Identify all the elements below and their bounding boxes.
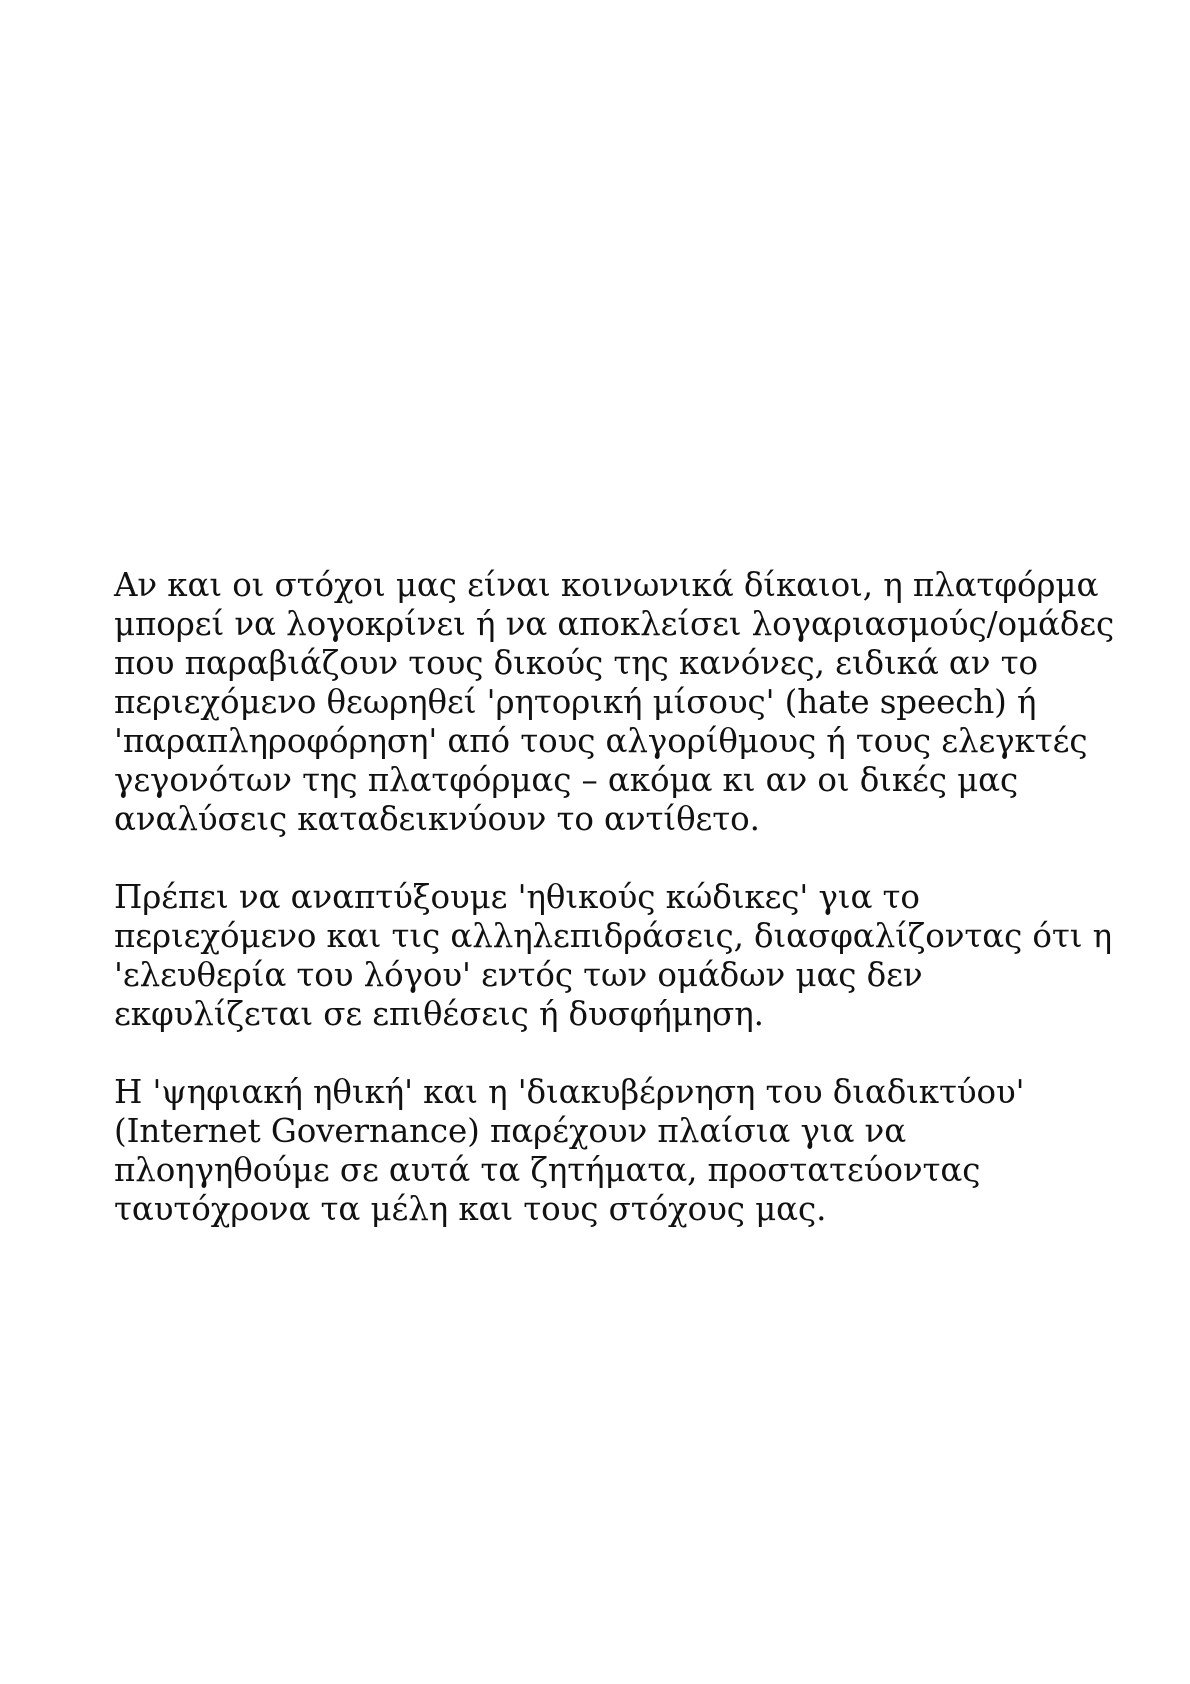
- paragraph-2: [114, 878, 1113, 1034]
- text-line: περιεχόμενο θεωρηθεί 'ρητορική μίσους' (hate speech) ή: [114, 683, 1037, 721]
- text-line: γεγονότων της πλατφόρμας – ακόμα κι αν οι δικές μας: [114, 761, 1019, 799]
- document-body: [114, 566, 1115, 1268]
- text-line: περιεχόμενο και τις αλληλεπιδράσεις, διασφαλίζοντας ότι η: [114, 917, 1113, 955]
- text-line: (Internet Governance) παρέχουν πλαίσια για να: [114, 1112, 907, 1150]
- text-line: μπορεί να λογοκρίνει ή να αποκλείσει λογαριασμούς/ομάδες: [114, 605, 1115, 643]
- text-line: εκφυλίζεται σε επιθέσεις ή δυσφήμηση.: [114, 995, 764, 1033]
- paragraph-3: [114, 1073, 1094, 1229]
- text-line: Η 'ψηφιακή ηθική' και η 'διακυβέρνηση του διαδικτύου': [114, 1073, 1025, 1111]
- paragraph-1: [114, 566, 1115, 839]
- text-line: που παραβιάζουν τους δικούς της κανόνες, ειδικά αν το: [114, 644, 1038, 682]
- text-line: 'ελευθερία του λόγου' εντός των ομάδων μας δεν: [114, 956, 923, 994]
- text-line: ταυτόχρονα τα μέλη και τους στόχους μας.: [114, 1190, 827, 1228]
- text-line: αναλύσεις καταδεικνύουν το αντίθετο.: [114, 800, 760, 838]
- text-line: Αν και οι στόχοι μας είναι κοινωνικά δίκαιοι, η πλατφόρμα: [114, 566, 1099, 604]
- text-line: 'παραπληροφόρηση' από τους αλγορίθμους ή τους ελεγκτές: [114, 722, 1088, 760]
- text-line: πλοηγηθούμε σε αυτά τα ζητήματα, προστατεύοντας: [114, 1151, 981, 1189]
- text-line: Πρέπει να αναπτύξουμε 'ηθικούς κώδικες' για το: [114, 878, 920, 916]
